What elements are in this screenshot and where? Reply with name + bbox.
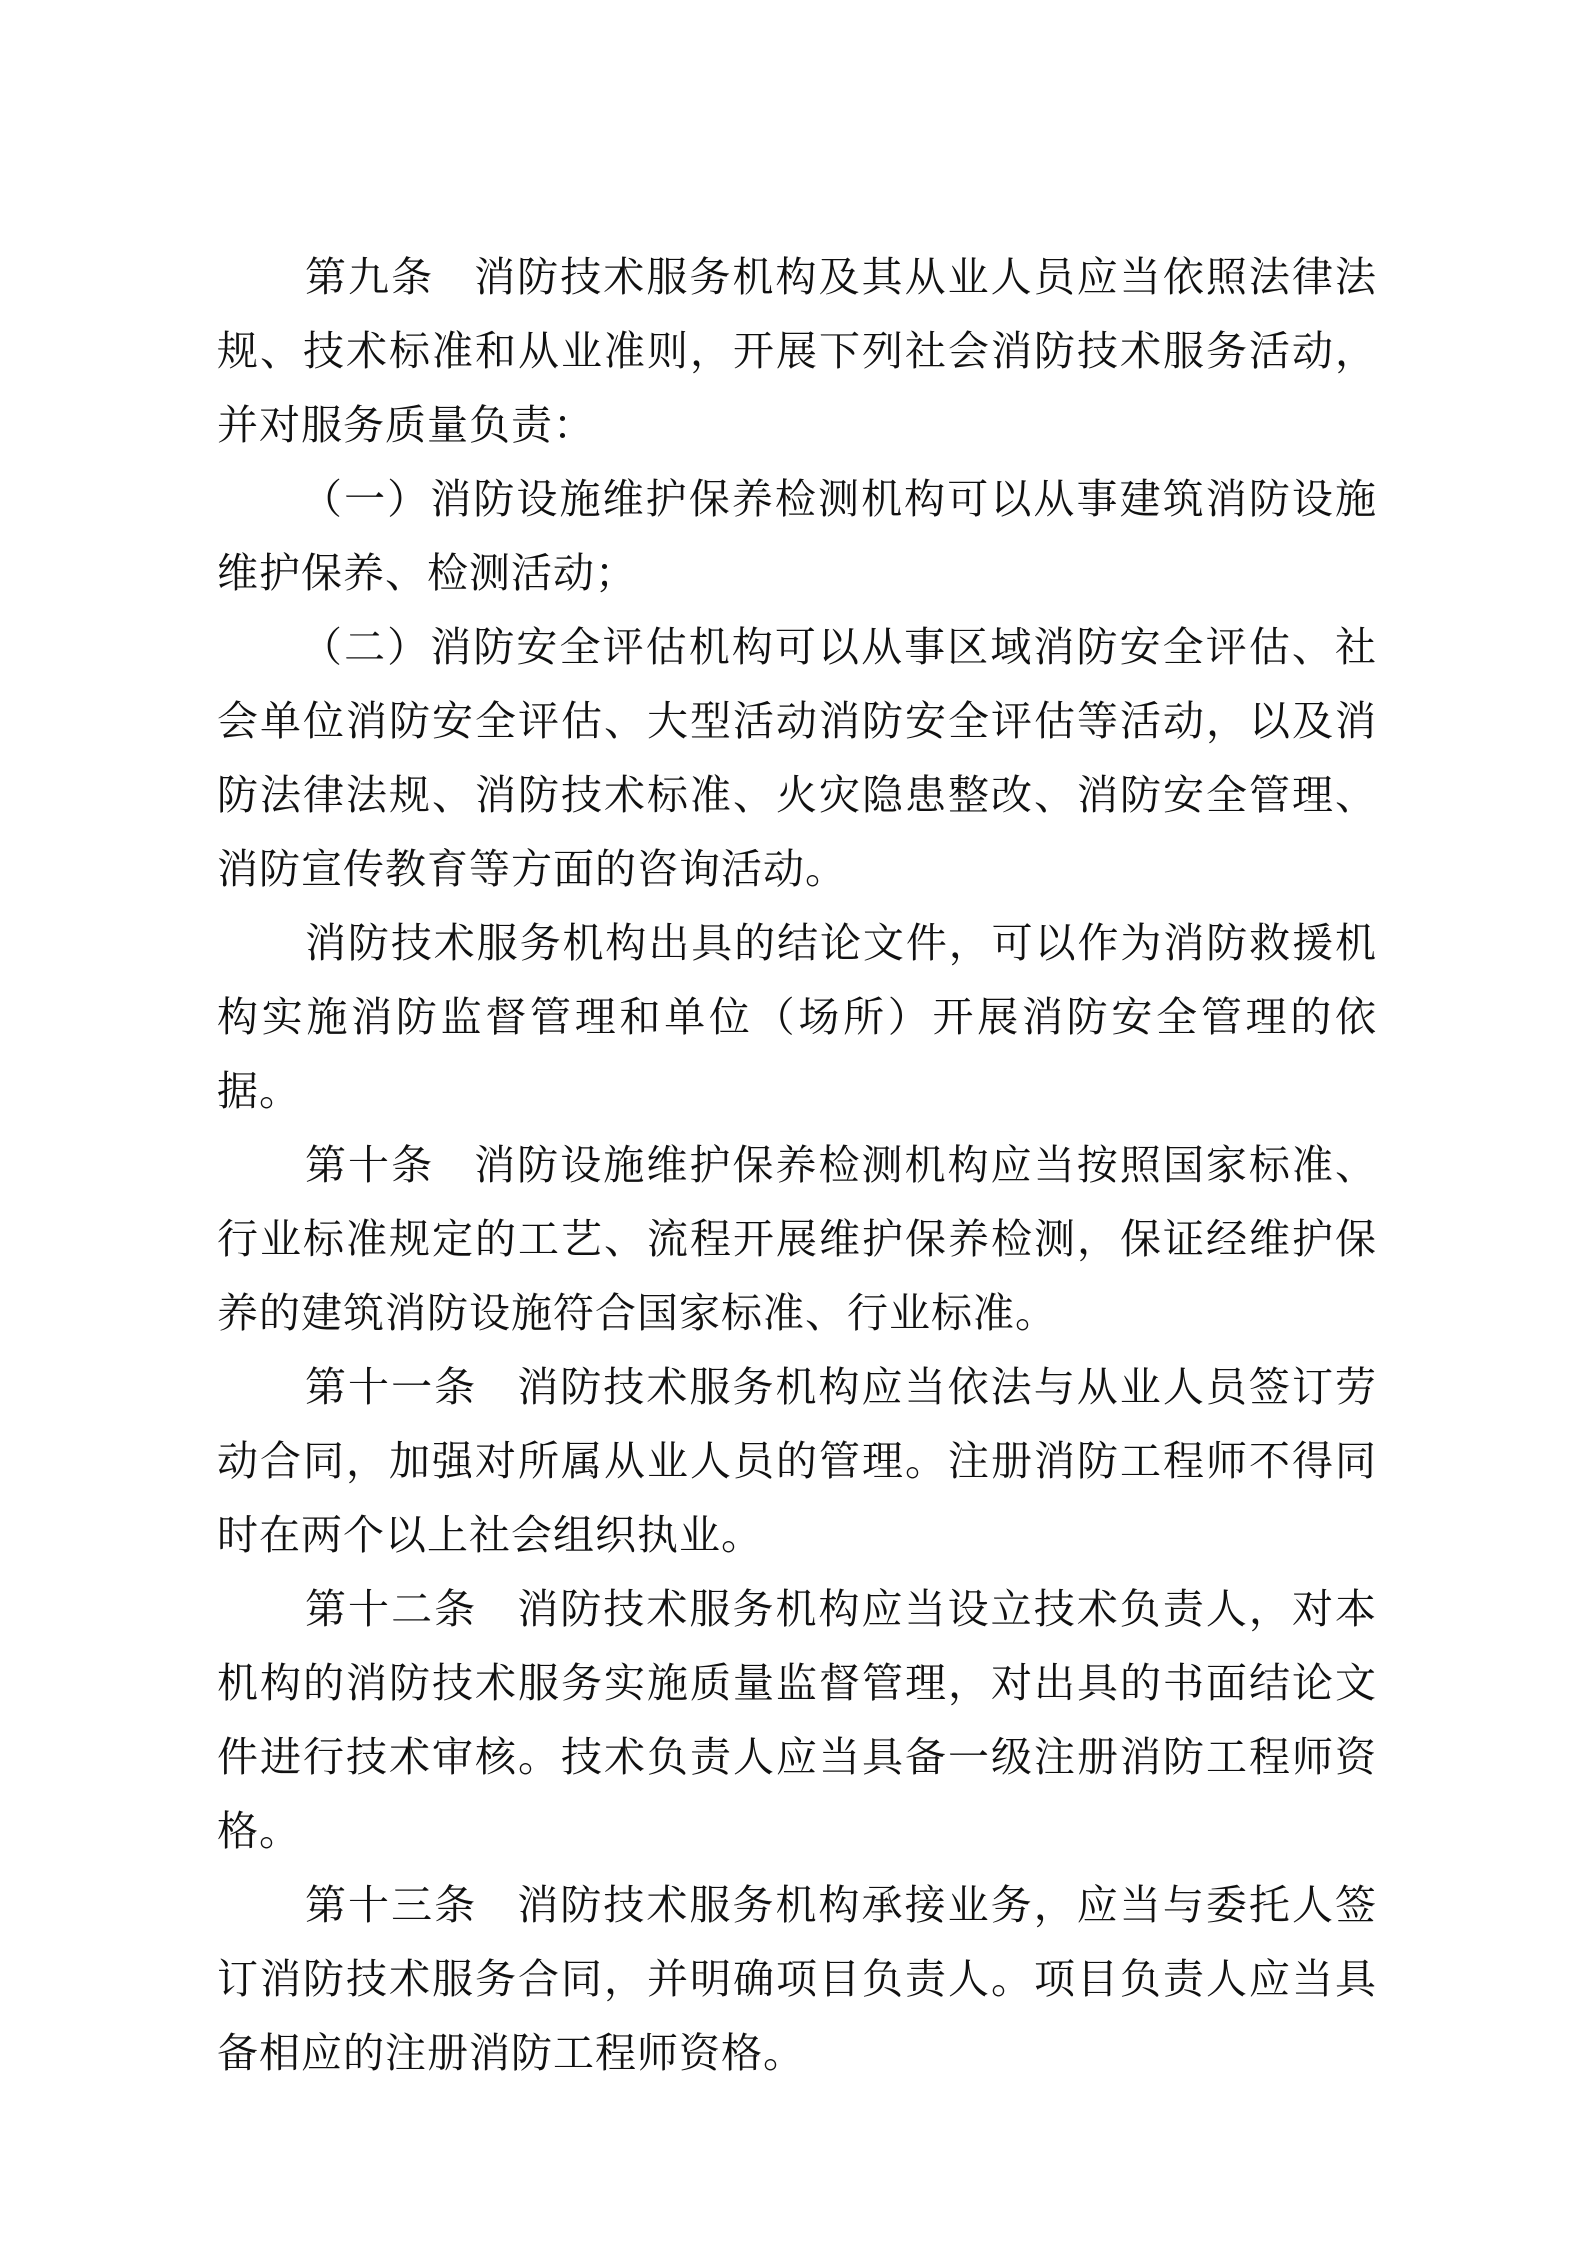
article-11-heading: 第十一条 <box>305 1363 478 1411</box>
article-13-text: 消防技术服务机构承接业务，应当与委托人签订消防技术服务合同，并明确项目负责人。项目负责人应当具备相应的注册消防工程师资格。 <box>217 1881 1378 2077</box>
article-10-paragraph <box>217 1128 1377 1350</box>
article-9-item-2 <box>217 610 1377 906</box>
article-9-item-1 <box>217 462 1377 610</box>
document-body <box>217 240 1377 2090</box>
article-13-paragraph <box>217 1868 1377 2090</box>
article-9-heading: 第九条 <box>305 253 435 301</box>
article-9-text: 消防技术服务机构及其从业人员应当依照法律法规、技术标准和从业准则，开展下列社会消防技术服务活动，并对服务质量负责： <box>217 253 1378 449</box>
article-9-item-2-text: （二）消防安全评估机构可以从事区域消防安全评估、社会单位消防安全评估、大型活动消防安全评估等活动，以及消防法律法规、消防技术标准、火灾隐患整改、消防安全管理、消防宣传教育等方面的咨询活动。 <box>217 623 1377 893</box>
article-11-text: 消防技术服务机构应当依法与从业人员签订劳动合同，加强对所属从业人员的管理。注册消防工程师不得同时在两个以上社会组织执业。 <box>217 1363 1378 1559</box>
article-11-paragraph <box>217 1350 1377 1572</box>
article-12-heading: 第十二条 <box>305 1585 478 1633</box>
article-12-paragraph <box>217 1572 1377 1868</box>
article-9-paragraph <box>217 240 1377 462</box>
article-10-heading: 第十条 <box>305 1141 435 1189</box>
article-12-text: 消防技术服务机构应当设立技术负责人，对本机构的消防技术服务实施质量监督管理，对出具的书面结论文件进行技术审核。技术负责人应当具备一级注册消防工程师资格。 <box>217 1585 1378 1855</box>
article-13-heading: 第十三条 <box>305 1881 478 1929</box>
article-9-item-1-text: （一）消防设施维护保养检测机构可以从事建筑消防设施维护保养、检测活动； <box>217 475 1377 597</box>
article-9-conclusion-paragraph <box>217 906 1377 1128</box>
article-10-text: 消防设施维护保养检测机构应当按照国家标准、行业标准规定的工艺、流程开展维护保养检测，保证经维护保养的建筑消防设施符合国家标准、行业标准。 <box>217 1141 1378 1337</box>
article-9-conclusion-text: 消防技术服务机构出具的结论文件，可以作为消防救援机构实施消防监督管理和单位（场所）开展消防安全管理的依据。 <box>217 919 1377 1115</box>
